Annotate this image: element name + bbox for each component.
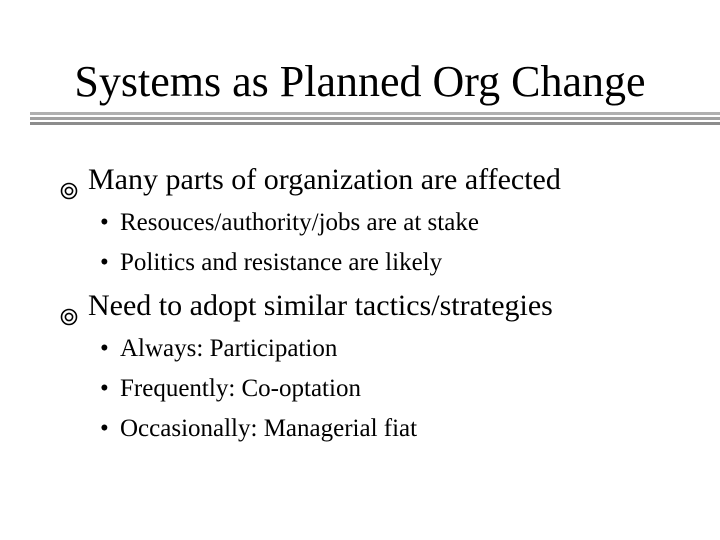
target-circle-icon xyxy=(60,173,78,191)
sub-bullet-text: Always: Participation xyxy=(120,335,338,362)
bullet-dot: • xyxy=(100,249,109,276)
bullet-dot: • xyxy=(100,375,109,402)
underline-rule-2 xyxy=(30,117,720,120)
main-bullet-text: Many parts of organization are affected xyxy=(88,163,561,196)
slide-title: Systems as Planned Org Change xyxy=(74,57,646,106)
bullet-dot: • xyxy=(100,335,109,362)
underline-rule-3 xyxy=(30,122,720,125)
bullet-dot: • xyxy=(100,415,109,442)
sub-bullet-text: Frequently: Co-optation xyxy=(120,375,361,402)
target-circle-icon xyxy=(60,299,78,317)
bullet-dot: • xyxy=(100,209,109,236)
sub-bullet-text: Resouces/authority/jobs are at stake xyxy=(120,209,479,236)
sub-bullet-text: Politics and resistance are likely xyxy=(120,249,443,276)
main-bullet-text: Need to adopt similar tactics/strategies xyxy=(88,289,553,322)
sub-bullet-text: Occasionally: Managerial fiat xyxy=(120,415,418,442)
underline-rule-1 xyxy=(30,112,720,115)
title-underline xyxy=(30,112,720,126)
